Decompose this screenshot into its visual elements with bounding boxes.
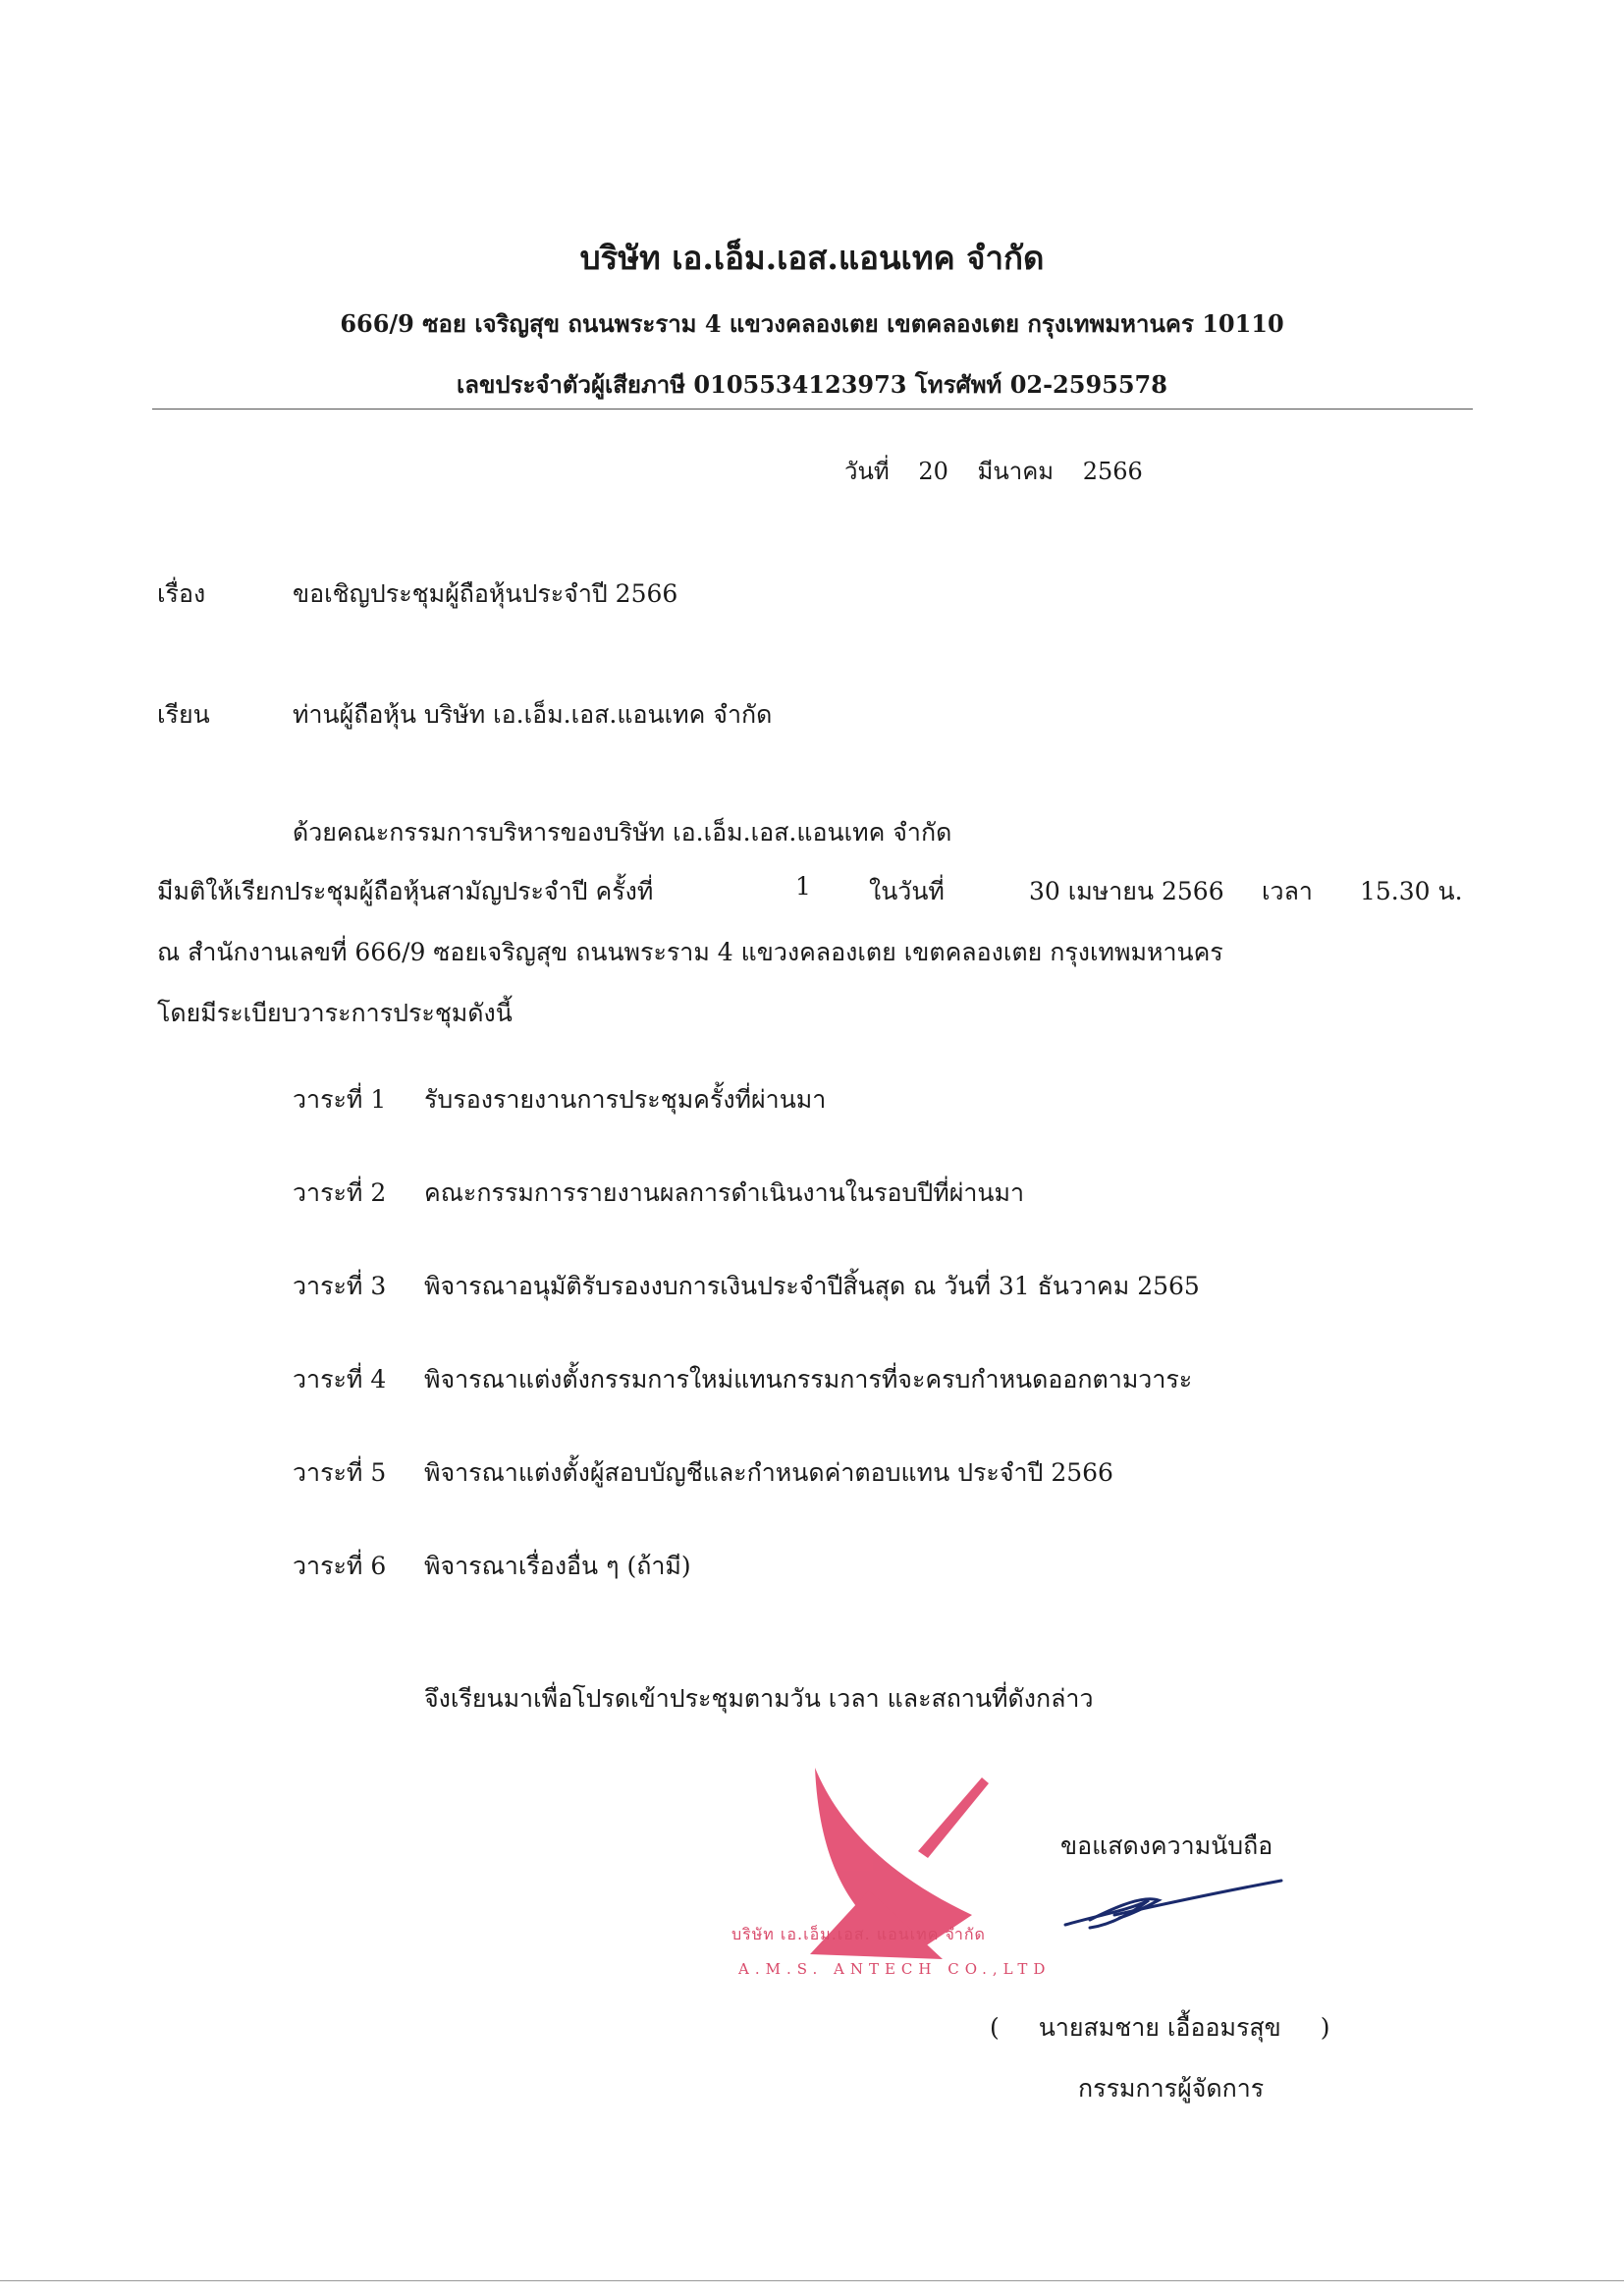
recipient-value: ท่านผู้ถือหุ้น บริษัท เอ.เอ็ม.เอส.แอนเทค จำกัด [293, 700, 773, 729]
meeting-resolution-text: มีมติให้เรียกประชุมผู้ถือหุ้นสามัญประจำปี ครั้งที่ [157, 877, 654, 905]
agenda-item-2-text: คณะกรรมการรายงานผลการดำเนินงานในรอบปีที่ผ่านมา [424, 1178, 1025, 1207]
meeting-time-label: เวลา [1262, 877, 1313, 905]
subject-value: ขอเชิญประชุมผู้ถือหุ้นประจำปี 2566 [293, 579, 678, 608]
meeting-venue: ณ สำนักงานเลขที่ 666/9 ซอยเจริญสุข ถนนพระราม 4 แขวงคลองเตย เขตคลองเตย กรุงเทพมหานคร [157, 938, 1223, 966]
stamp-company-name-en: A.M.S. ANTECH CO.,LTD [738, 1960, 1052, 1978]
body-paragraph-1: ด้วยคณะกรรมการบริหารของบริษัท เอ.เอ็ม.เอส.แอนเทค จำกัด [293, 818, 952, 847]
date-year: 2566 [1082, 458, 1143, 485]
closing-sentence: จึงเรียนมาเพื่อโปรดเข้าประชุมตามวัน เวลา และสถานที่ดังกล่าว [424, 1684, 1094, 1713]
agenda-item-3-label: วาระที่ 3 [293, 1272, 387, 1300]
date-month: มีนาคม [977, 458, 1055, 485]
stamp-company-name-th: บริษัท เอ.เอ็ม.เอส. แอนเทค จำกัด [731, 1925, 986, 1943]
subject-label: เรื่อง [157, 579, 206, 608]
company-tax-phone: เลขประจำตัวผู้เสียภาษี 0105534123973 โทรศัพท์ 02-2595578 [457, 370, 1167, 399]
meeting-number: 1 [795, 872, 811, 901]
agenda-item-4-label: วาระที่ 4 [293, 1365, 387, 1394]
agenda-item-2-label: วาระที่ 2 [293, 1178, 387, 1207]
header-divider [152, 409, 1473, 410]
letter-date [844, 452, 1164, 490]
date-label: วันที่ [844, 458, 890, 485]
page-bottom-edge [0, 2280, 1624, 2281]
agenda-item-3-text: พิจารณาอนุมัติรับรองงบการเงินประจำปีสิ้นสุด ณ วันที่ 31 ธันวาคม 2565 [424, 1272, 1200, 1300]
agenda-item-6-label: วาระที่ 6 [293, 1552, 387, 1580]
signer-title: กรรมการผู้จัดการ [1078, 2074, 1265, 2103]
agenda-item-5-text: พิจารณาแต่งตั้งผู้สอบบัญชีและกำหนดค่าตอบแทน ประจำปี 2566 [424, 1458, 1113, 1487]
date-day: 20 [918, 458, 948, 485]
meeting-date: 30 เมษายน 2566 [1029, 877, 1224, 905]
handwritten-signature [1060, 1871, 1296, 1949]
regards-text: ขอแสดงความนับถือ [1060, 1831, 1273, 1860]
signer-paren-close: ) [1320, 2013, 1330, 2042]
agenda-item-1-label: วาระที่ 1 [293, 1085, 387, 1114]
signer-name [990, 2008, 1330, 2048]
recipient-label: เรียน [157, 700, 210, 729]
company-name: บริษัท เอ.เอ็ม.เอส.แอนเทค จำกัด [579, 239, 1045, 277]
agenda-intro: โดยมีระเบียบวาระการประชุมดังนี้ [157, 999, 513, 1027]
meeting-time: 15.30 น. [1360, 877, 1463, 905]
signer-paren-open: ( [990, 2013, 1000, 2042]
agenda-item-6-text: พิจารณาเรื่องอื่น ๆ (ถ้ามี) [424, 1552, 691, 1580]
agenda-item-5-label: วาระที่ 5 [293, 1458, 387, 1487]
signer-full-name: นายสมชาย เอื้ออมรสุข [1038, 2013, 1281, 2042]
meeting-date-label: ในวันที่ [869, 877, 945, 905]
agenda-item-4-text: พิจารณาแต่งตั้งกรรมการใหม่แทนกรรมการที่จะครบกำหนดออกตามวาระ [424, 1365, 1193, 1394]
agenda-item-1-text: รับรองรายงานการประชุมครั้งที่ผ่านมา [424, 1085, 827, 1114]
company-address: 666/9 ซอย เจริญสุข ถนนพระราม 4 แขวงคลองเตย เขตคลองเตย กรุงเทพมหานคร 10110 [340, 309, 1284, 338]
